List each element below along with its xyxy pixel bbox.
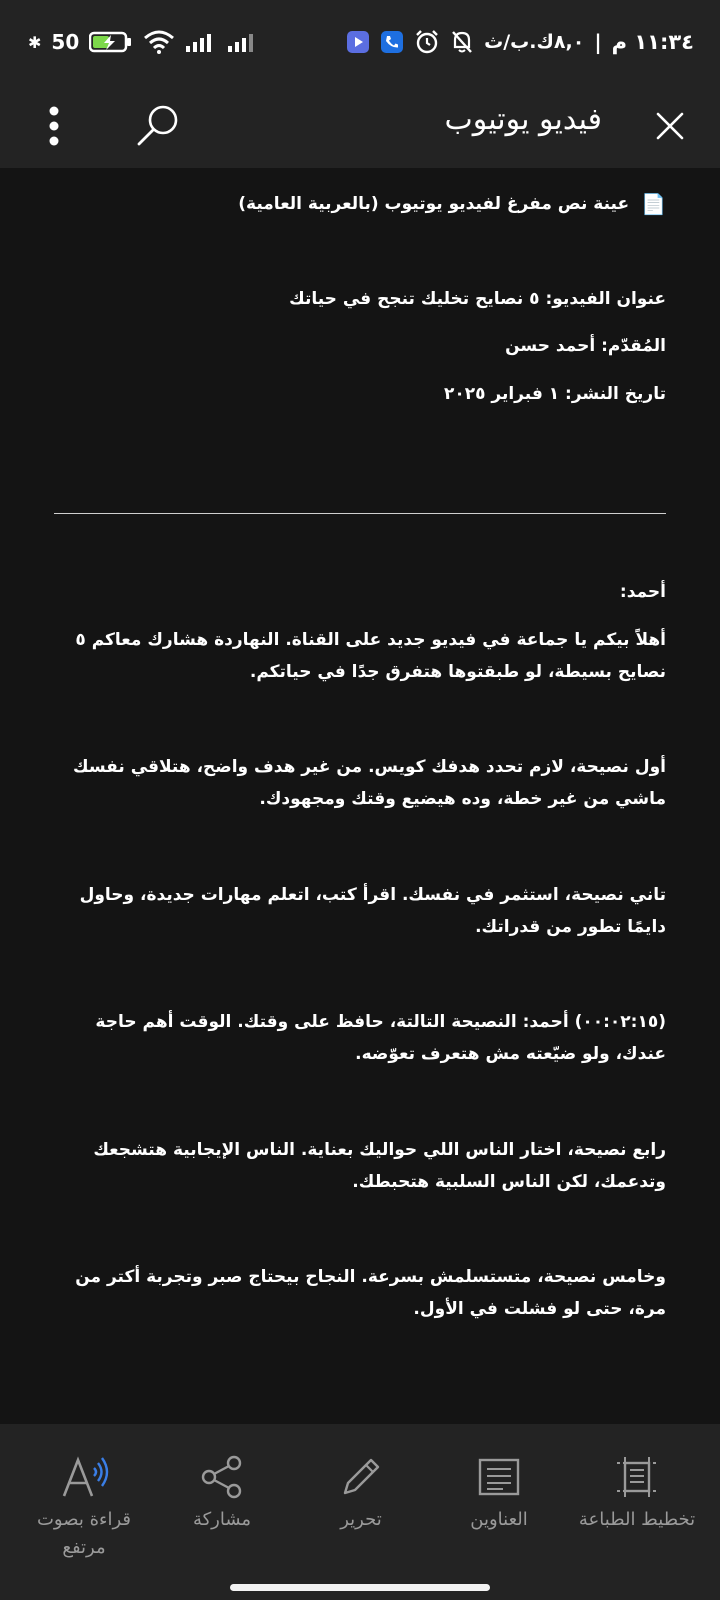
search-icon bbox=[135, 103, 181, 149]
video-title: عنوان الفيديو: ٥ نصايح تخليك تنجح في حياتك bbox=[289, 289, 666, 309]
paragraph-4: (٠٠:٠٢:١٥) أحمد: النصيحة التالتة، حافظ على وقتك. الوقت أهم حاجة عندك، ولو ضيّعته مش هتعرف تعوّضه. bbox=[95, 1012, 666, 1064]
share-icon bbox=[200, 1455, 244, 1499]
print-layout-button[interactable] bbox=[565, 1424, 709, 1570]
signal-strength-icon-2 bbox=[227, 31, 259, 53]
battery-charging-icon bbox=[89, 31, 133, 53]
headings-button[interactable] bbox=[427, 1424, 571, 1570]
close-button[interactable] bbox=[646, 96, 694, 156]
gesture-area bbox=[0, 1570, 720, 1600]
phone-call-icon bbox=[380, 30, 404, 54]
page-title: فيديو يوتيوب bbox=[444, 102, 602, 137]
more-options-button[interactable] bbox=[36, 96, 72, 156]
status-bar bbox=[0, 0, 720, 84]
headings-label: العناوين bbox=[470, 1509, 528, 1530]
network-speed: ٨,٠ك.ب/ث bbox=[484, 31, 585, 53]
share-label: مشاركة bbox=[192, 1509, 252, 1530]
read-aloud-label: قراءة بصوت مرتفع bbox=[36, 1509, 132, 1558]
close-icon bbox=[655, 111, 685, 141]
document-title: عينة نص مفرغ لفيديو يوتيوب (بالعربية العامية) bbox=[238, 194, 630, 214]
document-heading bbox=[238, 188, 666, 220]
media-player-icon bbox=[346, 30, 370, 54]
signal-strength-icon-1 bbox=[185, 31, 217, 53]
notifications-off-icon bbox=[450, 29, 474, 55]
wifi-icon bbox=[143, 30, 175, 54]
paragraph-2: أول نصيحة، لازم تحدد هدفك كويس. من غير هدف واضح، هتلاقي نفسك ماشي من غير خطة، وده هيضيع وقتك ومجهودك. bbox=[73, 757, 666, 809]
print-layout-label: تخطيط الطباعة bbox=[578, 1509, 696, 1530]
edit-button[interactable] bbox=[289, 1424, 433, 1570]
more-vert-icon bbox=[48, 106, 60, 146]
edit-label: تحرير bbox=[340, 1509, 382, 1530]
app-bar bbox=[0, 84, 720, 168]
status-bar-left bbox=[28, 30, 259, 54]
clock: ١١:٣٤ م bbox=[611, 30, 694, 54]
status-bar-right bbox=[346, 29, 694, 55]
document-icon: 📄 bbox=[641, 192, 666, 216]
paragraph-5: رابع نصيحة، اختار الناس اللي حواليك بعناية. الناس الإيجابية هتشجعك وتدعمك، لكن الناس السلبية هتحبطك. bbox=[93, 1140, 666, 1192]
share-button[interactable] bbox=[150, 1424, 294, 1570]
publish-date: تاريخ النشر: ١ فبراير ٢٠٢٥ bbox=[443, 384, 666, 404]
separator: | bbox=[594, 30, 602, 54]
bottom-toolbar bbox=[0, 1424, 720, 1570]
read-aloud-button[interactable] bbox=[12, 1424, 156, 1570]
home-gesture-bar[interactable] bbox=[230, 1584, 490, 1591]
print-layout-icon bbox=[615, 1455, 659, 1499]
horizontal-rule bbox=[54, 513, 666, 514]
paragraph-6: وخامس نصيحة، متستسلمش بسرعة. النجاح بيحتاج صبر وتجربة أكتر من مرة، حتى لو فشلت في الأول. bbox=[75, 1267, 666, 1319]
alarm-icon bbox=[414, 29, 440, 55]
paragraph-3: تاني نصيحة، استثمر في نفسك. اقرأ كتب، اتعلم مهارات جديدة، وحاول دايمًا تطور من قدراتك. bbox=[79, 885, 666, 937]
read-aloud-icon bbox=[56, 1454, 112, 1500]
document-view[interactable] bbox=[0, 168, 720, 1424]
search-button[interactable] bbox=[128, 96, 188, 156]
bluetooth-icon: ✱ bbox=[28, 32, 42, 52]
paragraph-1: أهلاً بيكم يا جماعة في فيديو جديد على القناة. النهاردة هشارك معاكم ٥ نصايح بسيطة، لو طبقتوها هتفرق جدًا في حياتكم. bbox=[75, 630, 666, 682]
presenter: المُقدّم: أحمد حسن bbox=[505, 336, 666, 356]
speaker-label: أحمد: bbox=[619, 582, 666, 602]
headings-icon bbox=[477, 1457, 521, 1497]
battery-level: 50 bbox=[51, 30, 80, 54]
pencil-icon bbox=[339, 1455, 383, 1499]
